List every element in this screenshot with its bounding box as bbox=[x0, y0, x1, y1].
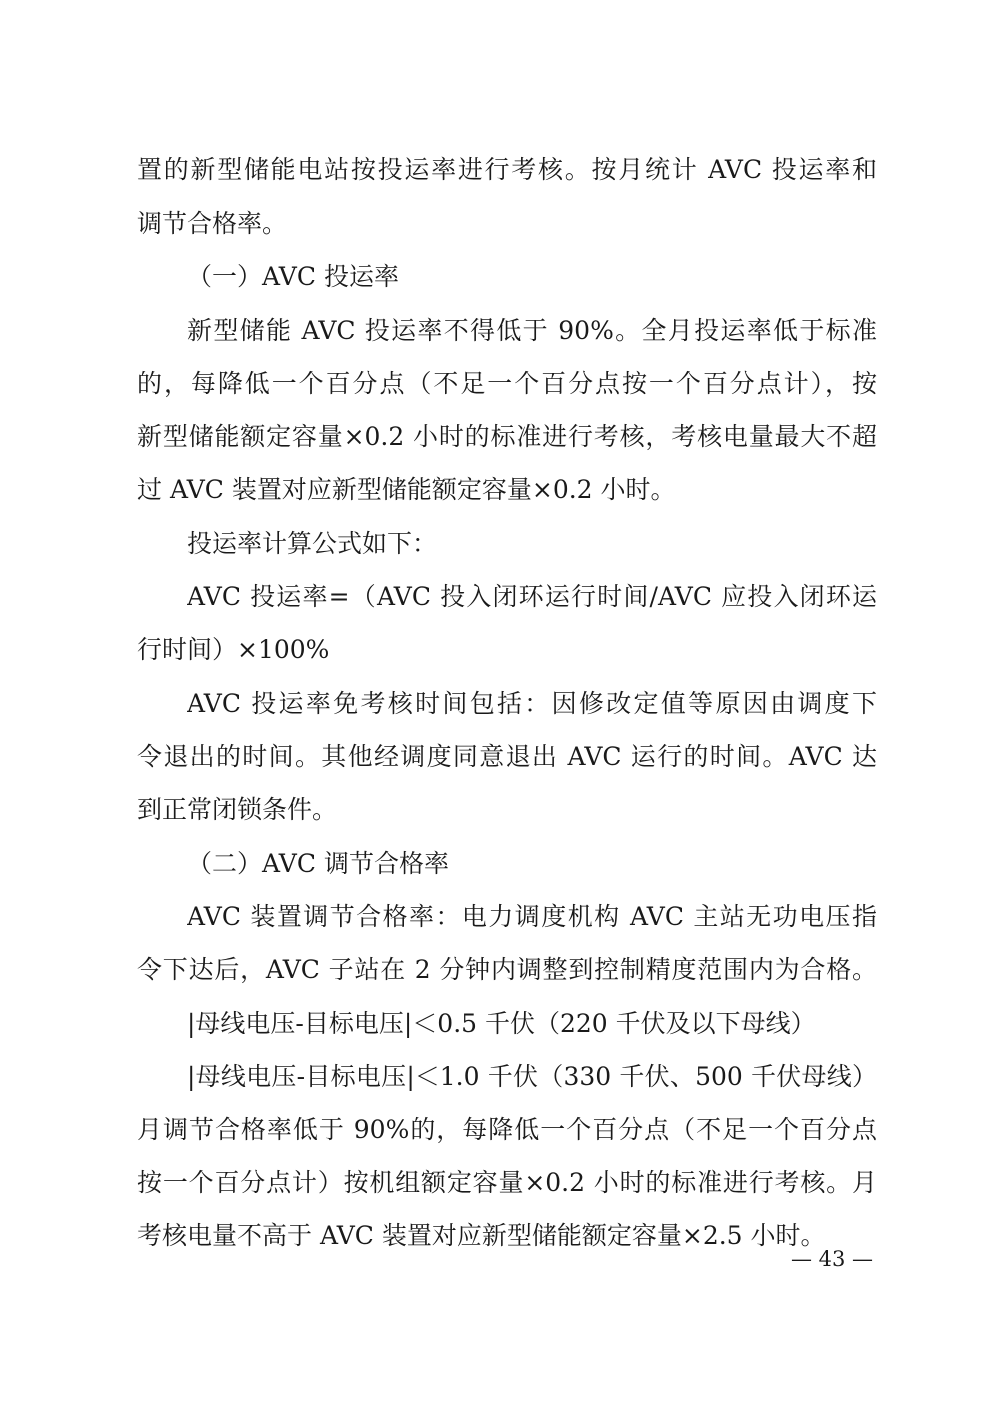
body-text-line: AVC 装置调节合格率：电力调度机构 AVC 主站无功电压指 bbox=[187, 902, 877, 931]
body-text-line: 投运率计算公式如下： bbox=[187, 529, 438, 558]
body-text-line: 的，每降低一个百分点（不足一个百分点按一个百分点计），按 bbox=[137, 369, 877, 398]
body-text-line: 令退出的时间。其他经调度同意退出 AVC 运行的时间。AVC 达 bbox=[137, 742, 877, 771]
body-text-line: 到正常闭锁条件。 bbox=[137, 795, 338, 824]
body-text-line: 考核电量不高于 AVC 装置对应新型储能额定容量×2.5 小时。 bbox=[137, 1221, 826, 1250]
formula-line: AVC 投运率=（AVC 投入闭环运行时间/AVC 应投入闭环运 bbox=[187, 582, 877, 611]
formula-line: |母线电压-目标电压|＜0.5 千伏（220 千伏及以下母线） bbox=[187, 1009, 816, 1038]
section-heading: （二）AVC 调节合格率 bbox=[187, 849, 449, 878]
formula-line: |母线电压-目标电压|＜1.0 千伏（330 千伏、500 千伏母线） bbox=[187, 1062, 877, 1091]
formula-line: 行时间）×100% bbox=[137, 635, 330, 664]
body-text-line: 新型储能 AVC 投运率不得低于 90%。全月投运率低于标准 bbox=[187, 316, 877, 345]
body-text-line: 月调节合格率低于 90%的，每降低一个百分点（不足一个百分点 bbox=[137, 1115, 877, 1144]
body-text-line: 按一个百分点计）按机组额定容量×0.2 小时的标准进行考核。月 bbox=[137, 1168, 877, 1197]
section-heading: （一）AVC 投运率 bbox=[187, 262, 399, 291]
body-text-line: AVC 投运率免考核时间包括：因修改定值等原因由调度下 bbox=[187, 689, 877, 718]
body-text-line: 置的新型储能电站按投运率进行考核。按月统计 AVC 投运率和 bbox=[137, 155, 877, 184]
body-text-line: 令下达后，AVC 子站在 2 分钟内调整到控制精度范围内为合格。 bbox=[137, 955, 877, 984]
body-text-line: 过 AVC 装置对应新型储能额定容量×0.2 小时。 bbox=[137, 475, 676, 504]
body-text-line: 新型储能额定容量×0.2 小时的标准进行考核，考核电量最大不超 bbox=[137, 422, 877, 451]
body-text-line: 调节合格率。 bbox=[137, 209, 288, 238]
page-number: — 43 — bbox=[790, 1247, 874, 1271]
